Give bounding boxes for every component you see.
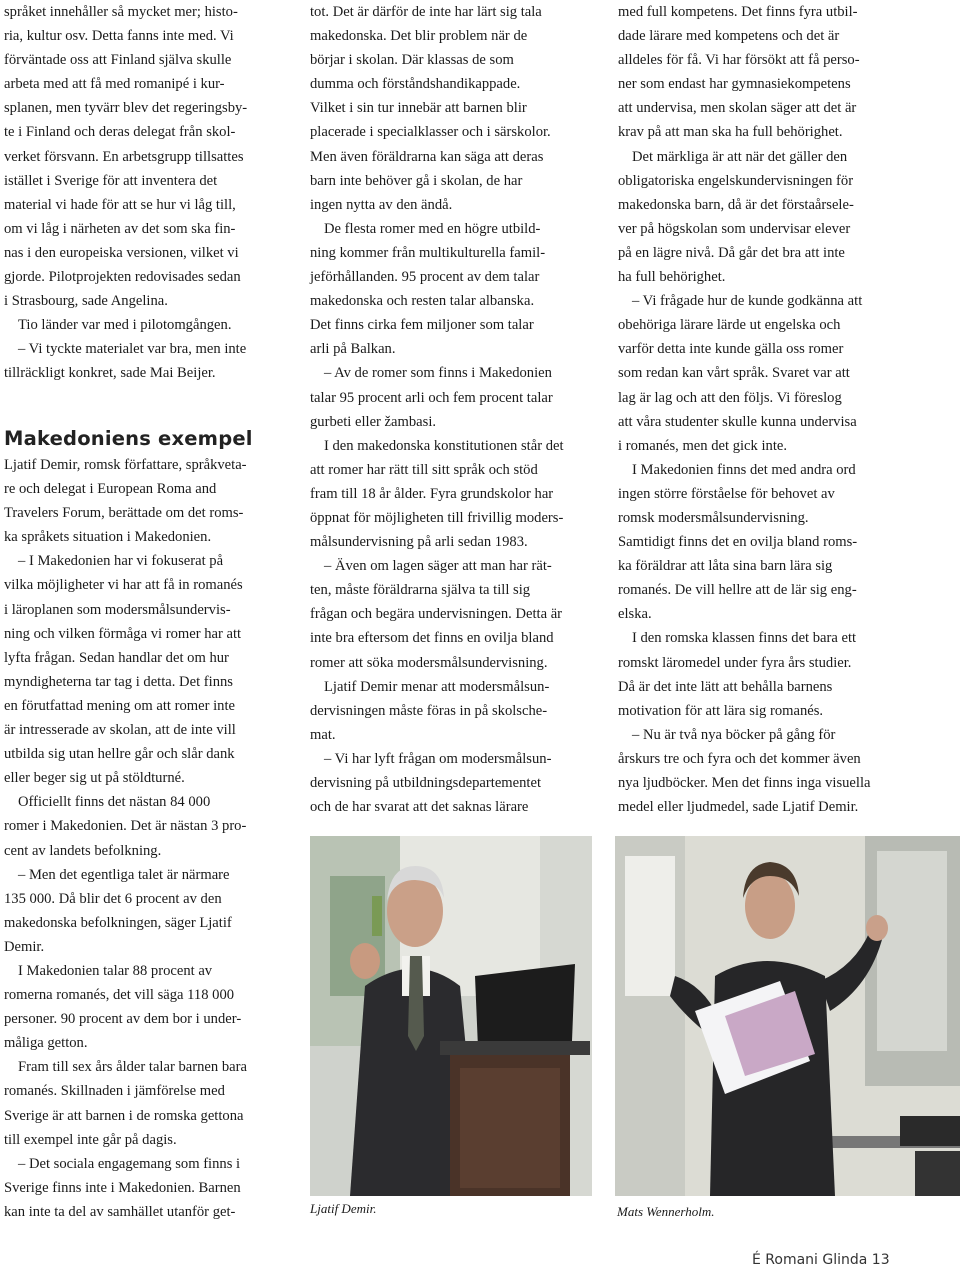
text-line: talar 95 procent arli och fem procent talar xyxy=(310,389,553,406)
text-line: elska. xyxy=(618,606,652,623)
text-line: obehöriga lärare lärde ut engelska och xyxy=(618,317,841,334)
text-line: Det finns cirka fem miljoner som talar xyxy=(310,317,534,334)
text-line: De flesta romer med en högre utbild- xyxy=(324,220,541,237)
text-line: måliga getton. xyxy=(4,1035,88,1052)
text-line: i läroplanen som modersmålsundervis- xyxy=(4,601,231,618)
text-line: – Vi frågade hur de kunde godkänna att xyxy=(632,293,863,310)
text-line: lag är lag och att den följs. Vi föreslog xyxy=(618,389,842,406)
text-line: I Makedonien talar 88 procent av xyxy=(18,962,213,979)
text-line: ten, måste föräldrarna själva ta till sig xyxy=(310,582,531,599)
text-line: istället i Sverige för att inventera det xyxy=(4,172,218,189)
column-1-part-b xyxy=(4,453,284,1224)
text-line: alldeles för få. Vi har försökt att få perso- xyxy=(618,52,860,69)
text-line: dumma och förståndshandikappade. xyxy=(310,76,521,93)
photo-2-illustration xyxy=(615,836,960,1196)
text-line: Tio länder var med i pilotomgången. xyxy=(18,317,232,334)
text-line: en förutfattad mening om att romer inte xyxy=(4,697,235,714)
text-line: Men även föräldrarna kan säga att deras xyxy=(310,148,544,165)
text-line: ning kommer från multikulturella famil- xyxy=(310,244,546,261)
text-line: vilka möjligheter vi har att få in romanés xyxy=(4,577,243,594)
text-line: I den romska klassen finns det bara ett xyxy=(632,630,857,647)
text-line: medel eller ljudmedel, sade Ljatif Demir. xyxy=(618,799,859,816)
text-line: på en lägre nivå. Då går det bra att inte xyxy=(618,244,845,261)
text-line: ner som endast har gymnasiekompetens xyxy=(618,76,851,93)
text-line: dervisningen måste föras in på skolsche- xyxy=(310,702,548,719)
text-line: öppnat för möjligheten till frivillig moders- xyxy=(310,509,564,526)
text-line: ning och vilken förmåga vi romer har att xyxy=(4,625,242,642)
text-line: inte bra eftersom det finns en ovilja bland xyxy=(310,630,554,647)
text-line: ha full behörighet. xyxy=(618,269,726,286)
text-line: varför detta inte kunde gälla oss romer xyxy=(618,341,844,358)
text-line: att romer har rätt till sitt språk och stöd xyxy=(310,461,538,478)
text-line: romanés. Skillnaden i jämförelse med xyxy=(4,1083,225,1100)
text-line: Sverige finns inte i Makedonien. Barnen xyxy=(4,1179,241,1196)
text-line: är intresserade av skolan, att de inte vill xyxy=(4,722,236,739)
text-line: romer att söka modersmålsundervisning. xyxy=(310,654,548,671)
text-line: frågan och begära undervisningen. Detta är xyxy=(310,606,563,623)
column-2 xyxy=(310,0,595,819)
text-line: arbeta med att få med romanipé i kur- xyxy=(4,76,225,93)
text-line: fram till 18 år ålder. Fyra grundskolor har xyxy=(310,485,554,502)
text-line: gjorde. Pilotprojekten redovisades sedan xyxy=(4,269,241,286)
text-line: motivation för att lära sig romanés. xyxy=(618,702,824,719)
text-line: Travelers Forum, berättade om det roms- xyxy=(4,505,244,522)
photo-caption-2: Mats Wennerholm. xyxy=(617,1204,715,1219)
text-line: ka föräldrar att låta sina barn lära sig xyxy=(618,558,833,575)
text-line: barn inte behöver gå i skolan, de har xyxy=(310,172,523,189)
text-line: tillräckligt konkret, sade Mai Beijer. xyxy=(4,365,216,382)
text-line: nya ljudböcker. Men det finns inga visuella xyxy=(618,775,871,791)
text-line: Samtidigt finns det en ovilja bland roms- xyxy=(618,534,858,551)
text-line: eller beger sig ut på stöldturné. xyxy=(4,770,185,787)
text-line: ria, kultur osv. Detta fanns inte med. Vi xyxy=(4,28,234,45)
text-line: förväntade oss att Finland själva skulle xyxy=(4,52,232,69)
text-line: Demir. xyxy=(4,938,45,955)
text-line: jeförhållanden. 95 procent av dem talar xyxy=(310,269,540,286)
text-line: myndigheterna tar tag i detta. Det finns xyxy=(4,673,233,690)
text-line: ver på högskolan som undervisar elever xyxy=(618,220,851,237)
text-line: 135 000. Då blir det 6 procent av den xyxy=(4,890,222,907)
text-line: – Även om lagen säger att man har rät- xyxy=(324,558,552,575)
text-line: verket försvann. En arbetsgrupp tillsattes xyxy=(4,148,244,165)
text-line: ingen större förståelse för behovet av xyxy=(618,485,835,502)
text-line: makedonska barn, då är det förstaårsele- xyxy=(618,196,854,213)
text-line: te i Finland och deras delegat från skol- xyxy=(4,124,236,141)
text-line: lyfta frågan. Sedan handlar det om hur xyxy=(4,649,229,666)
text-line: romskt läromedel under fyra års studier. xyxy=(618,654,852,671)
text-line: makedonska befolkningen, säger Ljatif xyxy=(4,914,232,931)
text-line: cent av landets befolkning. xyxy=(4,842,162,859)
text-line: att våra studenter skulle kunna undervisa xyxy=(618,413,857,430)
text-line: romerna romanés, det vill säga 118 000 xyxy=(4,987,235,1004)
text-line: årskurs tre och fyra och det kommer även xyxy=(618,750,861,767)
text-line: Ljatif Demir, romsk författare, språkveta- xyxy=(4,457,247,473)
text-line: romsk modersmålsundervisning. xyxy=(618,509,809,526)
text-line: arli på Balkan. xyxy=(310,341,396,358)
text-line: – I Makedonien har vi fokuserat på xyxy=(18,553,224,570)
text-line: dervisning på utbildningsdepartementet xyxy=(310,775,542,791)
text-line: kan inte ta del av samhället utanför get- xyxy=(4,1203,236,1220)
text-line: romer i Makedonien. Det är nästan 3 pro- xyxy=(4,818,247,835)
text-line: dade lärare med kompetens och det är xyxy=(618,28,840,45)
text-line: Sverige är att barnen i de romska gettona xyxy=(4,1107,244,1124)
text-line: som redan kan vårt språk. Svaret var att xyxy=(618,365,850,382)
text-line: Ljatif Demir menar att modersmålsun- xyxy=(324,678,550,695)
text-line: placerade i specialklasser och i särskolor. xyxy=(310,124,551,141)
text-line: I den makedonska konstitutionen står det xyxy=(324,437,564,454)
text-line: med full kompetens. Det finns fyra utbil- xyxy=(618,4,858,20)
text-line: att undervisa, men skolan säger att det är xyxy=(618,100,857,117)
text-line: Vilket i sin tur innebär att barnen blir xyxy=(310,100,527,117)
text-line: språket innehåller så mycket mer; histo- xyxy=(4,4,238,20)
text-line: Officiellt finns det nästan 84 000 xyxy=(18,794,211,811)
text-line: material vi hade för att se hur vi låg till, xyxy=(4,196,236,213)
photo-mats-wennerholm xyxy=(615,836,960,1196)
text-line: om vi låg i närheten av det som ska fin- xyxy=(4,220,236,237)
text-line: Det märkliga är att när det gäller den xyxy=(632,148,848,165)
text-line: – Vi tyckte materialet var bra, men inte xyxy=(18,341,247,358)
text-line: re och delegat i European Roma and xyxy=(4,481,217,498)
text-line: mat. xyxy=(310,726,336,743)
text-line: – Vi har lyft frågan om modersmålsun- xyxy=(324,750,552,767)
text-line: utbilda sig utan hellre går och slår dank xyxy=(4,746,235,763)
text-line: I Makedonien finns det med andra ord xyxy=(632,461,856,478)
text-line: personer. 90 procent av dem bor i under- xyxy=(4,1011,242,1028)
text-line: krav på att man ska ha full behörighet. xyxy=(618,124,843,141)
text-line: i Strasbourg, sade Angelina. xyxy=(4,293,168,310)
section-heading: Makedoniens exempel xyxy=(4,427,253,450)
photo-1-illustration xyxy=(310,836,592,1196)
text-line: makedonska och resten talar albanska. xyxy=(310,293,535,310)
photo-ljatif-demir xyxy=(310,836,592,1196)
page-footer: É Romani Glinda 13 xyxy=(752,1252,890,1268)
text-line: splanen, men tyvärr blev det regeringsby- xyxy=(4,100,248,117)
text-line: tot. Det är därför de inte har lärt sig tala xyxy=(310,4,542,20)
text-line: romanés. De vill hellre att de lär sig eng- xyxy=(618,582,857,599)
text-line: – Nu är två nya böcker på gång för xyxy=(632,726,836,743)
text-line: målsundervisning på arli sedan 1983. xyxy=(310,534,528,551)
text-line: – Men det egentliga talet är närmare xyxy=(18,866,230,883)
text-line: Då är det inte lätt att behålla barnens xyxy=(618,678,833,695)
column-1 xyxy=(4,0,284,386)
text-line: ingen nytta av den ändå. xyxy=(310,196,453,213)
photo-caption-1: Ljatif Demir. xyxy=(310,1201,377,1216)
text-line: nas i den europeiska versionen, vilket vi xyxy=(4,244,239,261)
text-line: – Det sociala engagemang som finns i xyxy=(18,1155,241,1172)
text-line: gurbeti eller žambasi. xyxy=(310,413,437,430)
text-line: börjar i skolan. Där klassas de som xyxy=(310,52,514,69)
column-3 xyxy=(618,0,918,819)
text-line: och de har svarat att det saknas lärare xyxy=(310,799,529,816)
text-line: Fram till sex års ålder talar barnen bara xyxy=(18,1059,247,1076)
text-line: makedonska. Det blir problem när de xyxy=(310,28,528,45)
text-line: – Av de romer som finns i Makedonien xyxy=(324,365,552,382)
column-1-part-a xyxy=(4,0,284,386)
text-line: till exempel inte går på dagis. xyxy=(4,1131,177,1148)
text-line: i romanés, men det gick inte. xyxy=(618,437,787,454)
text-line: ka språkets situation i Makedonien. xyxy=(4,529,212,546)
text-line: obligatoriska engelskundervisningen för xyxy=(618,172,854,189)
